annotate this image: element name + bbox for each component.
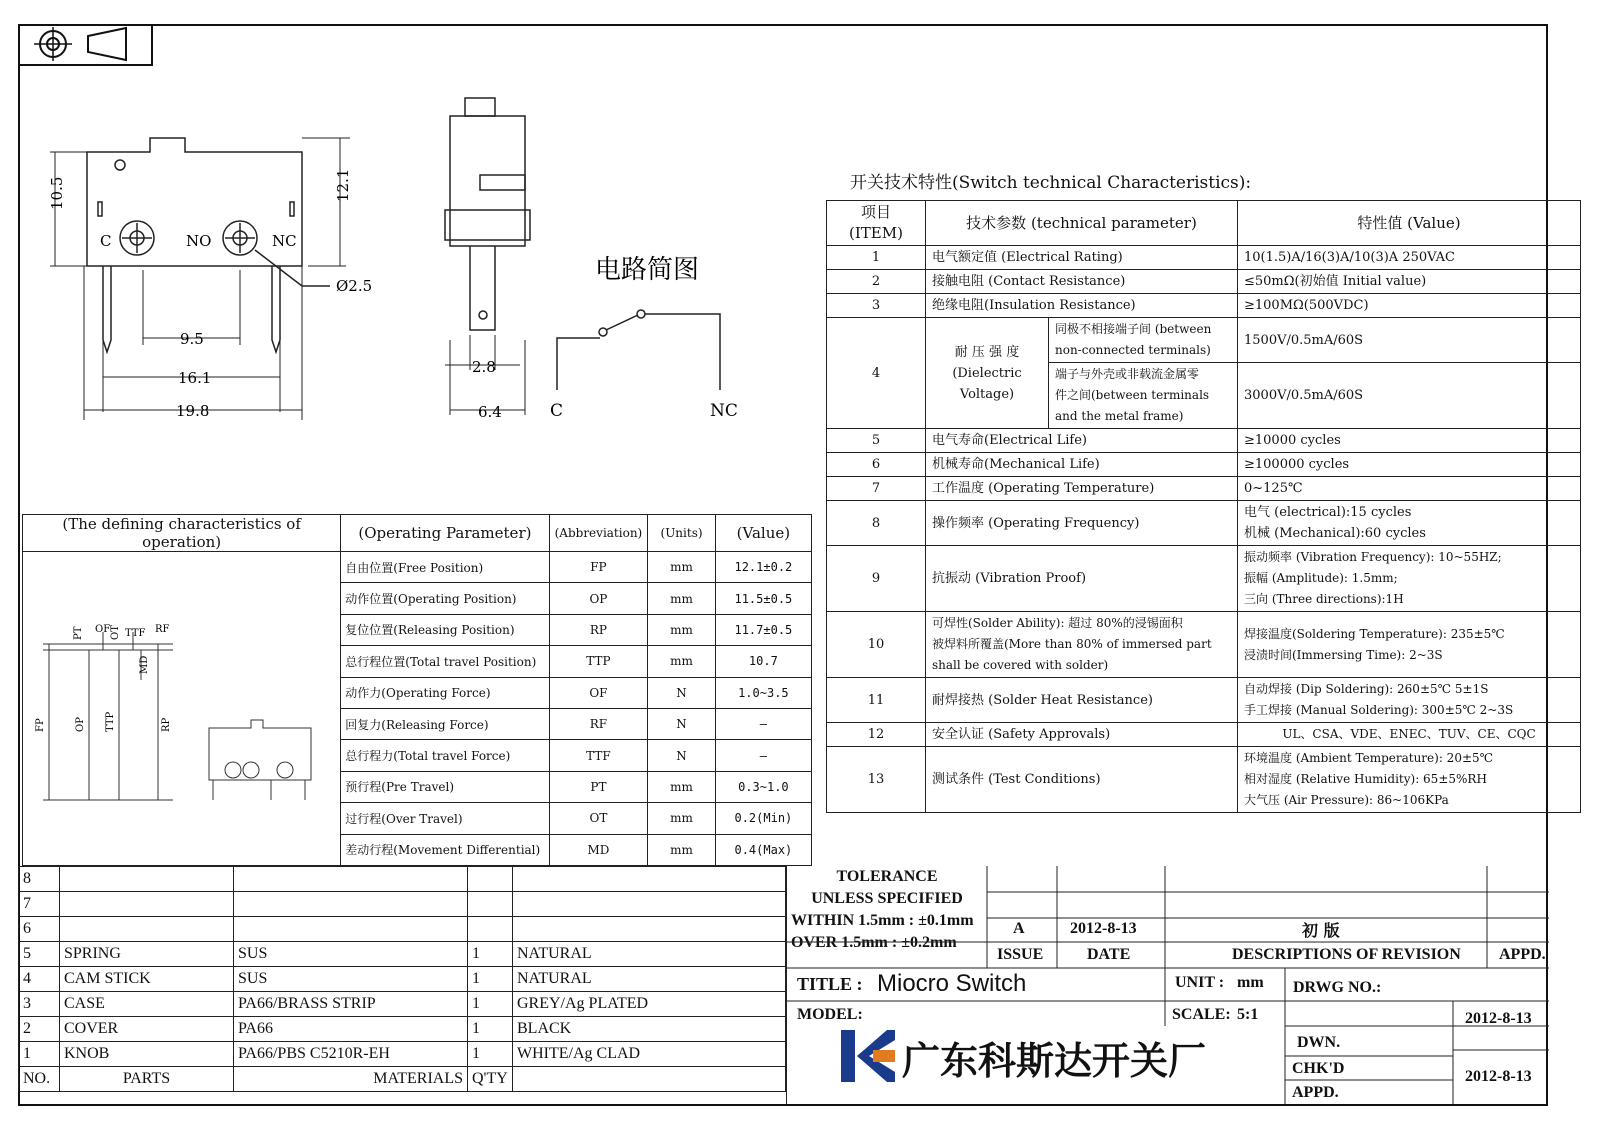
bom-footer-materials: MATERIALS — [234, 1067, 468, 1092]
tech-header-parameter: 技术参数 (technical parameter) — [926, 201, 1238, 246]
tech-param: 操作频率 (Operating Frequency) — [926, 501, 1238, 546]
op-param: 自由位置(Free Position) — [341, 552, 549, 583]
op-abbr: RP — [549, 614, 648, 645]
tech-title: 开关技术特性(Switch technical Characteristics): — [850, 173, 1252, 193]
bom-part — [60, 867, 234, 892]
dim-9-5: 9.5 — [180, 330, 204, 348]
op-value: 11.5±0.5 — [715, 583, 811, 614]
op-header-abbreviation: (Abbreviation) — [549, 515, 648, 552]
tech-value: 环境温度 (Ambient Temperature): 20±5℃ 相对湿度 (Relative Humidity): 65±5%RH 大气压 (Air Pressure): 86~106KPa — [1238, 747, 1581, 813]
tech-header-value: 特性值 (Value) — [1238, 201, 1581, 246]
dim-6-4: 6.4 — [478, 403, 502, 421]
bom-qty: 1 — [468, 967, 513, 992]
tech-param: 机械寿命(Mechanical Life) — [926, 453, 1238, 477]
bom-footer-parts: PARTS — [60, 1067, 234, 1092]
tech-param: 测试条件 (Test Conditions) — [926, 747, 1238, 813]
op-label-ot: OT — [110, 625, 121, 640]
bom-footer-no: NO. — [19, 1067, 60, 1092]
tech-param: 可焊性(Solder Ability): 超过 80%的浸锡面积 被焊料所覆盖(More than 80% of immersed part shall be covered with solder) — [926, 612, 1238, 678]
dim-10-5: 10.5 — [48, 176, 66, 210]
drawing-title: Miocro Switch — [877, 970, 1027, 997]
tech-value: 自动焊接 (Dip Soldering): 260±5℃ 5±1S 手工焊接 (Manual Soldering): 300±5℃ 2~3S — [1238, 678, 1581, 723]
bom-qty: 1 — [468, 1017, 513, 1042]
op-value: 0.2(Min) — [715, 803, 811, 834]
tech-num: 9 — [827, 546, 926, 612]
model-label: MODEL: — [797, 1006, 863, 1023]
tech-num: 10 — [827, 612, 926, 678]
op-param: 动作力(Operating Force) — [341, 677, 549, 708]
tech-num: 5 — [827, 429, 926, 453]
tech-param: 电气寿命(Electrical Life) — [926, 429, 1238, 453]
appd-label: APPD. — [1499, 946, 1546, 963]
tech-num: 8 — [827, 501, 926, 546]
bom-material — [234, 867, 468, 892]
bom-finish: GREY/Ag PLATED — [513, 992, 786, 1017]
op-label-of: OF — [95, 624, 111, 635]
tech-param: 接触电阻 (Contact Resistance) — [926, 270, 1238, 294]
bom-finish: BLACK — [513, 1017, 786, 1042]
op-label-md: MD — [139, 655, 150, 674]
circuit-title: 电路简图 — [595, 255, 700, 285]
op-label-op: OP — [75, 717, 86, 732]
tech-value: UL、CSA、VDE、ENEC、TUV、CE、CQC — [1238, 723, 1581, 747]
op-param: 动作位置(Operating Position) — [341, 583, 549, 614]
unit-label: UNIT : — [1175, 974, 1225, 991]
op-abbr: RF — [549, 708, 648, 739]
op-label-ttp: TTP — [105, 711, 116, 732]
op-param: 过行程(Over Travel) — [341, 803, 549, 834]
op-abbr: MD — [549, 834, 648, 865]
tech-header-item: 项目 (ITEM) — [827, 201, 926, 246]
op-label-rp: RP — [161, 717, 172, 732]
bom-finish: NATURAL — [513, 942, 786, 967]
bom-part — [60, 892, 234, 917]
bom-part: SPRING — [60, 942, 234, 967]
company-logo-icon — [837, 1026, 897, 1086]
bom-no: 7 — [19, 892, 60, 917]
tech-num: 13 — [827, 747, 926, 813]
bom-footer-qty: Q'TY — [468, 1067, 513, 1092]
tech-num: 2 — [827, 270, 926, 294]
op-value: 11.7±0.5 — [715, 614, 811, 645]
unit-value: mm — [1237, 974, 1264, 991]
dielectric-label: 耐 压 强 度 (Dielectric Voltage) — [926, 318, 1049, 429]
tech-num: 7 — [827, 477, 926, 501]
op-abbr: TTF — [549, 740, 648, 771]
bom-part: CASE — [60, 992, 234, 1017]
descriptions-label: DESCRIPTIONS OF REVISION — [1232, 946, 1461, 963]
tech-param: 抗振动 (Vibration Proof) — [926, 546, 1238, 612]
tech-value: 焊接温度(Soldering Temperature): 235±5℃ 浸渍时间(Immersing Time): 2~3S — [1238, 612, 1581, 678]
op-abbr: OF — [549, 677, 648, 708]
third-angle-projection-icon — [18, 24, 151, 64]
op-unit: N — [648, 708, 715, 739]
chkd-date: 2012-8-13 — [1465, 1068, 1532, 1085]
op-value: 0.3~1.0 — [715, 771, 811, 802]
bom-material: PA66 — [234, 1017, 468, 1042]
op-header-units: (Units) — [648, 515, 715, 552]
circuit-nc-label: NC — [710, 401, 738, 421]
issue-value: A — [1013, 920, 1025, 937]
op-header-parameter: (Operating Parameter) — [341, 515, 549, 552]
tech-num: 6 — [827, 453, 926, 477]
bom-material: PA66/BRASS STRIP — [234, 992, 468, 1017]
side-view — [445, 98, 530, 330]
scale-value: 5:1 — [1237, 1006, 1259, 1023]
unless-label: UNLESS SPECIFIED — [811, 890, 963, 907]
drwg-no-label: DRWG NO.: — [1293, 979, 1382, 996]
bom-no: 1 — [19, 1042, 60, 1067]
op-diagram-cell — [23, 552, 341, 866]
date-value: 2012-8-13 — [1070, 920, 1137, 937]
tech-num: 1 — [827, 246, 926, 270]
bom-material — [234, 892, 468, 917]
tech-num: 11 — [827, 678, 926, 723]
bom-no: 4 — [19, 967, 60, 992]
tech-num: 4 — [827, 318, 926, 429]
tech-param: 电气额定值 (Electrical Rating) — [926, 246, 1238, 270]
op-unit: N — [648, 677, 715, 708]
op-param: 总行程力(Total travel Force) — [341, 740, 549, 771]
switch-drawing — [40, 90, 760, 430]
op-param: 差动行程(Movement Differential) — [341, 834, 549, 865]
bom-qty — [468, 892, 513, 917]
bom-finish — [513, 892, 786, 917]
tech-num: 3 — [827, 294, 926, 318]
op-abbr: FP — [549, 552, 648, 583]
op-label-rf: RF — [155, 624, 170, 635]
bom-no: 6 — [19, 917, 60, 942]
title-block — [18, 866, 1548, 1106]
op-abbr: TTP — [549, 646, 648, 677]
bom-qty: 1 — [468, 992, 513, 1017]
title-block-right — [786, 866, 1549, 1104]
bom-table — [18, 866, 786, 1092]
op-param: 复位位置(Releasing Position) — [341, 614, 549, 645]
op-unit: mm — [648, 552, 715, 583]
bom-qty — [468, 867, 513, 892]
bom-finish — [513, 917, 786, 942]
op-header-value: (Value) — [715, 515, 811, 552]
bom-part: KNOB — [60, 1042, 234, 1067]
op-unit: mm — [648, 803, 715, 834]
op-value: — — [715, 708, 811, 739]
dim-19-8: 19.8 — [176, 402, 210, 420]
bom-part: COVER — [60, 1017, 234, 1042]
projection-symbol-box — [18, 24, 153, 66]
circuit-diagram — [557, 310, 720, 390]
bom-no: 8 — [19, 867, 60, 892]
tech-value: 10(1.5)A/16(3)A/10(3)A 250VAC — [1238, 246, 1581, 270]
op-unit: mm — [648, 771, 715, 802]
company-name: 广东科斯达开关厂 — [902, 1039, 1207, 1083]
appd2-label: APPD. — [1292, 1084, 1339, 1101]
terminal-no-label: NO — [186, 232, 212, 250]
op-abbr: OP — [549, 583, 648, 614]
revision-description: 初 版 — [1302, 921, 1340, 940]
tech-value: ≥100000 cycles — [1238, 453, 1581, 477]
op-param: 总行程位置(Total travel Position) — [341, 646, 549, 677]
tech-param: 耐焊接热 (Solder Heat Resistance) — [926, 678, 1238, 723]
bom-no: 5 — [19, 942, 60, 967]
bom-material: SUS — [234, 942, 468, 967]
issue-label: ISSUE — [997, 946, 1044, 963]
op-label-fp: FP — [35, 718, 46, 732]
dielectric-b-value: 3000V/0.5mA/60S — [1238, 363, 1581, 429]
op-value: — — [715, 740, 811, 771]
tech-param: 安全认证 (Safety Approvals) — [926, 723, 1238, 747]
tolerance-label: TOLERANCE — [836, 868, 938, 885]
dim-12-1: 12.1 — [334, 168, 352, 202]
date-label: DATE — [1087, 946, 1131, 963]
op-unit: N — [648, 740, 715, 771]
dim-hole: Ø2.5 — [336, 277, 373, 295]
bom-finish — [513, 867, 786, 892]
op-abbr: OT — [549, 803, 648, 834]
bom-material: PA66/PBS C5210R-EH — [234, 1042, 468, 1067]
tech-value: 电气 (electrical):15 cycles 机械 (Mechanical):60 cycles — [1238, 501, 1581, 546]
tech-value: 振动频率 (Vibration Frequency): 10~55HZ; 振幅 (Amplitude): 1.5mm; 三向 (Three directions):1H — [1238, 546, 1581, 612]
dielectric-b-desc: 端子与外壳或非载流金属零 件之间(between terminals and the metal frame) — [1049, 363, 1238, 429]
bom-finish: NATURAL — [513, 967, 786, 992]
dwn-label: DWN. — [1297, 1034, 1341, 1051]
op-unit: mm — [648, 646, 715, 677]
op-value: 10.7 — [715, 646, 811, 677]
operation-diagram — [23, 552, 333, 862]
bom-qty — [468, 917, 513, 942]
dim-2-8: 2.8 — [472, 358, 496, 376]
op-value: 1.0~3.5 — [715, 677, 811, 708]
op-value: 12.1±0.2 — [715, 552, 811, 583]
tech-value: 0~125℃ — [1238, 477, 1581, 501]
chkd-label: CHK'D — [1292, 1060, 1345, 1077]
bom-material: SUS — [234, 967, 468, 992]
bom-qty: 1 — [468, 1042, 513, 1067]
op-unit: mm — [648, 614, 715, 645]
bom-part: CAM STICK — [60, 967, 234, 992]
tech-table — [826, 200, 1581, 813]
dielectric-a-desc: 同极不相接端子间 (between non-connected terminals) — [1049, 318, 1238, 363]
tech-param: 工作温度 (Operating Temperature) — [926, 477, 1238, 501]
op-param: 回复力(Releasing Force) — [341, 708, 549, 739]
bom-part — [60, 917, 234, 942]
bom-material — [234, 917, 468, 942]
tech-value: ≥100MΩ(500VDC) — [1238, 294, 1581, 318]
op-value: 0.4(Max) — [715, 834, 811, 865]
bom-finish: WHITE/Ag CLAD — [513, 1042, 786, 1067]
op-header-characteristics: (The defining characteristics of operation) — [23, 515, 341, 552]
op-label-pt: PT — [73, 626, 84, 640]
op-abbr: PT — [549, 771, 648, 802]
terminal-c-label: C — [100, 232, 112, 250]
op-label-ttf: TTF — [125, 628, 146, 639]
title-label: TITLE : — [797, 974, 863, 994]
within-label: WITHIN 1.5mm : ±0.1mm — [791, 912, 974, 929]
op-unit: mm — [648, 834, 715, 865]
tech-num: 12 — [827, 723, 926, 747]
dim-16-1: 16.1 — [178, 369, 212, 387]
operation-table — [22, 514, 812, 866]
bom-qty: 1 — [468, 942, 513, 967]
circuit-c-label: C — [550, 401, 564, 421]
terminal-nc-label: NC — [272, 232, 297, 250]
bom-no: 3 — [19, 992, 60, 1017]
tech-value: ≤50mΩ(初始值 Initial value) — [1238, 270, 1581, 294]
op-unit: mm — [648, 583, 715, 614]
tech-param: 绝缘电阻(Insulation Resistance) — [926, 294, 1238, 318]
bom-no: 2 — [19, 1017, 60, 1042]
dielectric-a-value: 1500V/0.5mA/60S — [1238, 318, 1581, 363]
op-param: 预行程(Pre Travel) — [341, 771, 549, 802]
tech-value: ≥10000 cycles — [1238, 429, 1581, 453]
over-label: OVER 1.5mm : ±0.2mm — [791, 934, 957, 951]
dwn-date: 2012-8-13 — [1465, 1010, 1532, 1027]
scale-label: SCALE: — [1172, 1006, 1231, 1023]
